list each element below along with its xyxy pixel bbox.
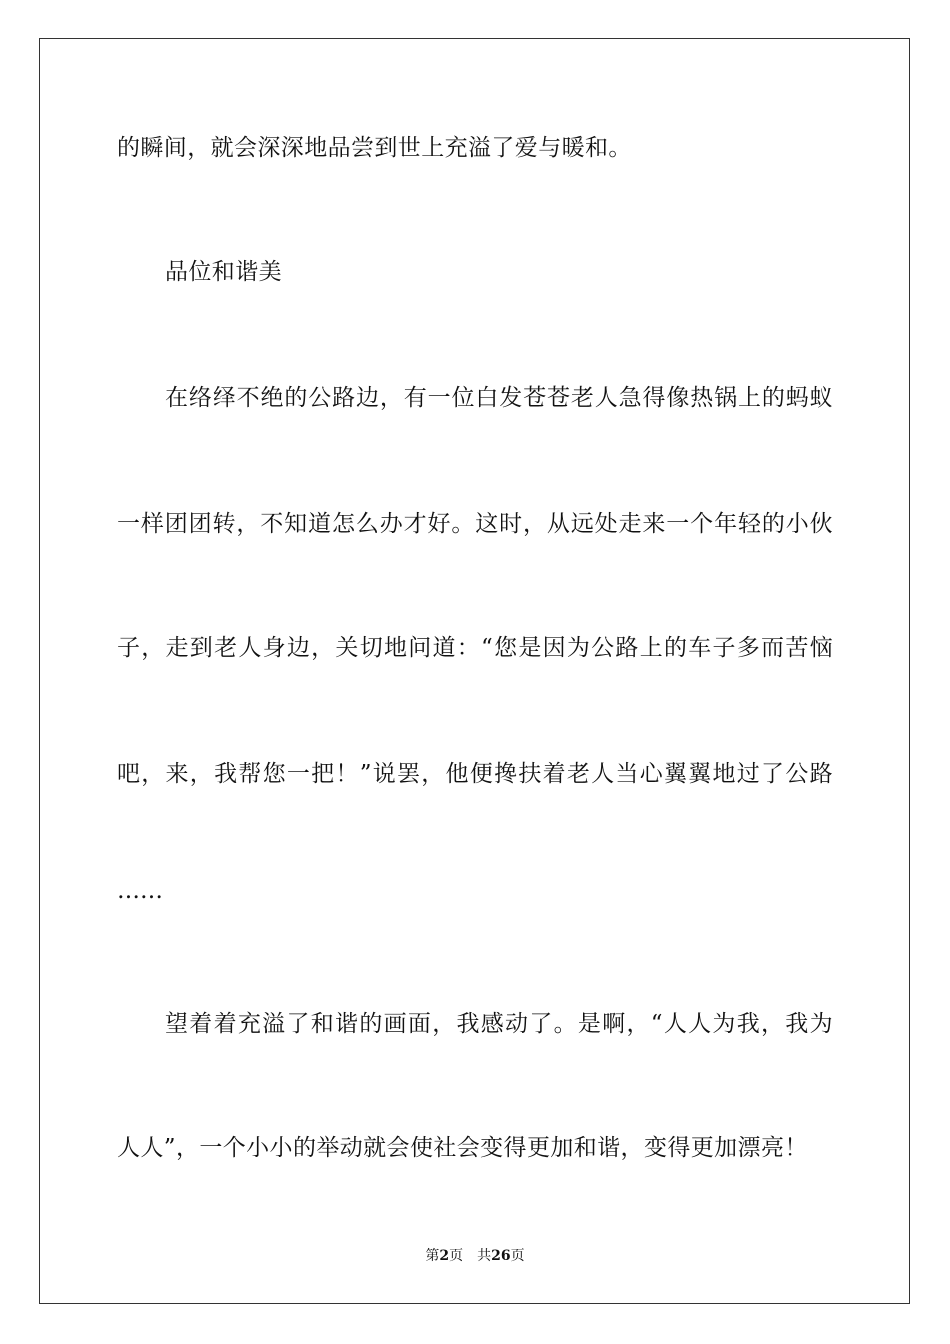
text-line-6: 吧，来，我帮您一把！”说罢，他便搀扶着老人当心翼翼地过了公路	[117, 761, 833, 787]
ellipsis-line: ……	[117, 878, 163, 904]
text-line-3: 在络绎不绝的公路边，有一位白发苍苍老人急得像热锅上的蚂蚁	[165, 385, 833, 411]
footer-suffix: 页	[510, 1248, 525, 1264]
text-line-5: 子，走到老人身边，关切地问道：“您是因为公路上的车子多而苦恼	[117, 635, 833, 661]
footer-middle: 页 共	[449, 1248, 492, 1264]
text-line-8: 望着着充溢了和谐的画面，我感动了。是啊，“人人为我，我为	[165, 1011, 833, 1037]
section-heading: 品位和谐美	[165, 259, 282, 285]
text-line-4: 一样团团转，不知道怎么办才好。这时，从远处走来一个年轻的小伙	[117, 511, 833, 537]
footer-prefix: 第	[425, 1248, 440, 1264]
text-line-9: 人人”，一个小小的举动就会使社会变得更加和谐，变得更加漂亮！	[117, 1135, 808, 1161]
total-pages-number: 26	[491, 1248, 511, 1264]
text-line-1: 的瞬间，就会深深地品尝到世上充溢了爱与暖和。	[117, 135, 632, 161]
page-frame	[39, 38, 910, 1304]
current-page-number: 2	[439, 1248, 450, 1264]
page-footer	[0, 1247, 950, 1265]
